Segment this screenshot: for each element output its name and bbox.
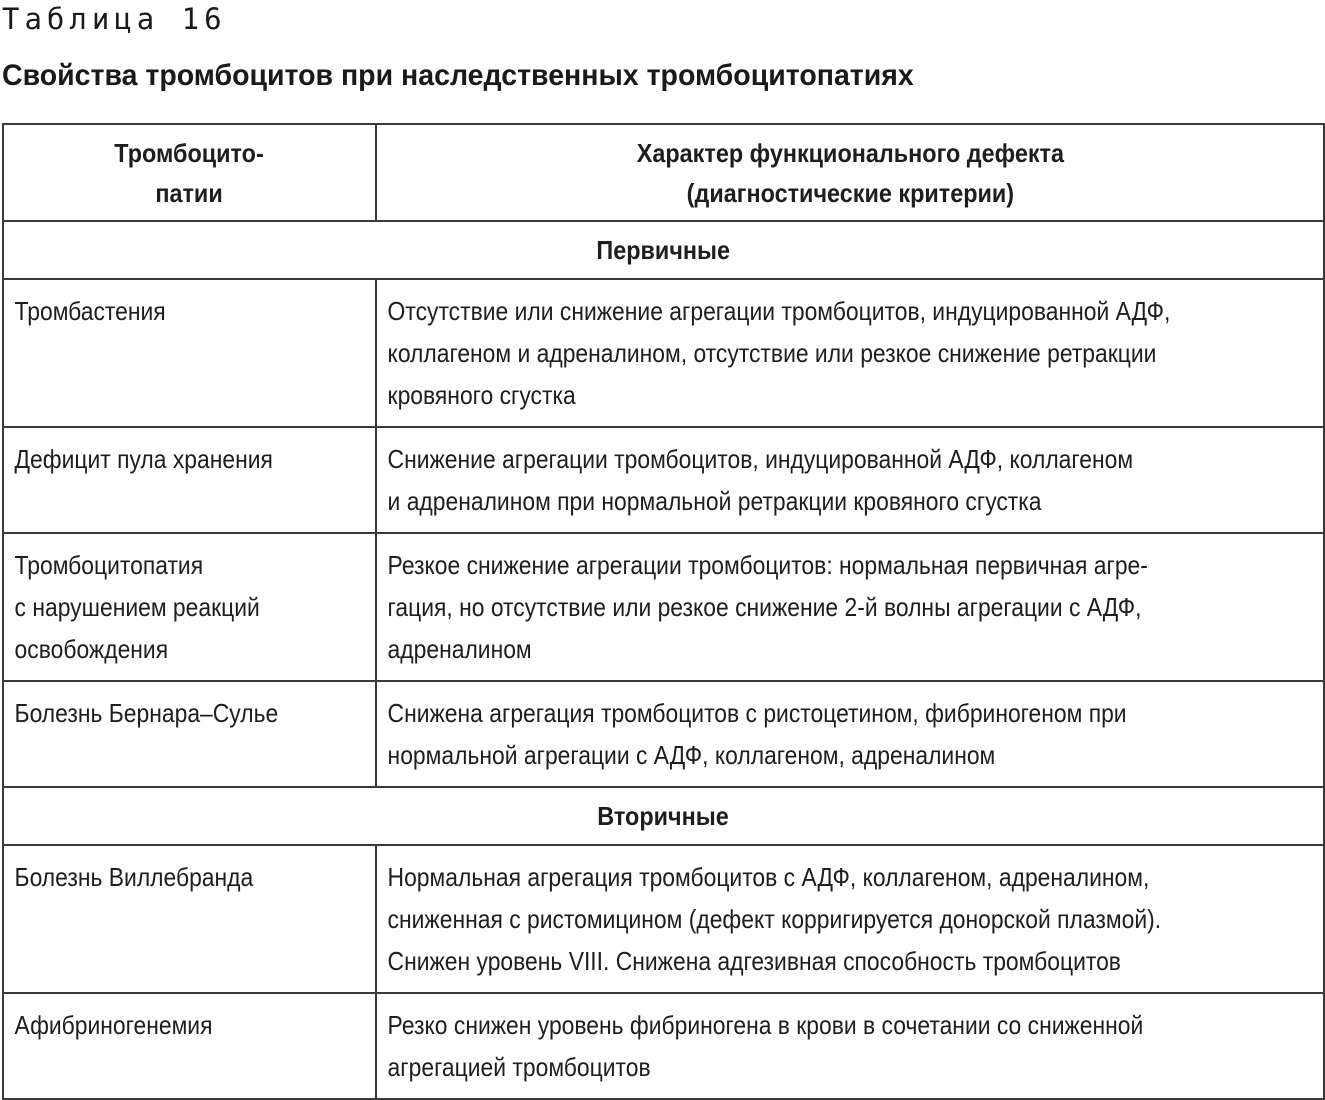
section-cell-secondary — [3, 787, 1324, 845]
name-cell — [3, 845, 376, 993]
row-description: Снижение агрегации тромбоцитов, индуцированной АДФ, коллагеном и адреналином при нормальной ретракции кровяного сгустка — [387, 444, 1134, 516]
header-col-defect-character — [376, 124, 1324, 221]
table-number: Таблица 16 — [2, 2, 227, 36]
platelet-properties-table — [2, 123, 1325, 1100]
section-cell-primary — [3, 221, 1324, 279]
name-cell — [3, 533, 376, 681]
name-cell — [3, 279, 376, 427]
table-row-storage-pool-deficiency — [3, 427, 1324, 533]
section-row-primary — [3, 221, 1324, 279]
row-description: Отсутствие или снижение агрегации тромбоцитов, индуцированной АДФ, коллагеном и адреналином, отсутствие или резкое снижение ретракции кровяного сгустка — [387, 296, 1171, 410]
table-row-afibrinogenemia — [3, 993, 1324, 1099]
description-cell — [376, 681, 1324, 787]
row-name: Дефицит пула хранения — [14, 444, 273, 474]
description-cell — [376, 993, 1324, 1099]
row-description: Снижена агрегация тромбоцитов с ристоцетином, фибриногеном при нормальной агрегации с АДФ, коллагеном, адреналином — [387, 698, 1127, 770]
section-row-secondary — [3, 787, 1324, 845]
header-row — [3, 124, 1324, 221]
description-cell — [376, 427, 1324, 533]
row-description: Резкое снижение агрегации тромбоцитов: нормальная первичная агре- гация, но отсутствие или резкое снижение 2-й волны агрегации с АДФ, адреналином — [387, 550, 1148, 664]
section-label-secondary: Вторичные — [597, 801, 730, 831]
header-col2-text: Характер функционального дефекта (диагностические критерии) — [636, 137, 1064, 208]
description-cell — [376, 279, 1324, 427]
row-name: Болезнь Бернара–Сулье — [14, 698, 279, 728]
name-cell — [3, 993, 376, 1099]
row-name: Тромбоцитопатия с нарушением реакций освобождения — [14, 550, 260, 664]
section-label-primary: Первичные — [596, 235, 731, 265]
row-description: Нормальная агрегация тромбоцитов с АДФ, коллагеном, адреналином, сниженная с ристомицином (дефект корригируется донорской плазмой). Снижен уровень VIII. Снижена адгезивная способность тромбоцитов — [387, 862, 1162, 976]
row-name: Тромбастения — [14, 296, 166, 326]
row-description: Резко снижен уровень фибриногена в крови в сочетании со сниженной агрегацией тромбоцитов — [387, 1010, 1144, 1082]
table-title: Свойства тромбоцитов при наследственных тромбоцитопатиях — [2, 59, 914, 92]
name-cell — [3, 681, 376, 787]
table-row-thrombasthenia — [3, 279, 1324, 427]
table-row-release-reaction-disorder — [3, 533, 1324, 681]
description-cell — [376, 845, 1324, 993]
table-row-bernard-soulier — [3, 681, 1324, 787]
table-row-von-willebrand — [3, 845, 1324, 993]
name-cell — [3, 427, 376, 533]
header-col-thrombocytopathies — [3, 124, 376, 221]
row-name: Афибриногенемия — [14, 1010, 213, 1040]
header-col1-text: Тромбоцито- патии — [114, 137, 265, 208]
row-name: Болезнь Виллебранда — [14, 862, 254, 892]
description-cell — [376, 533, 1324, 681]
